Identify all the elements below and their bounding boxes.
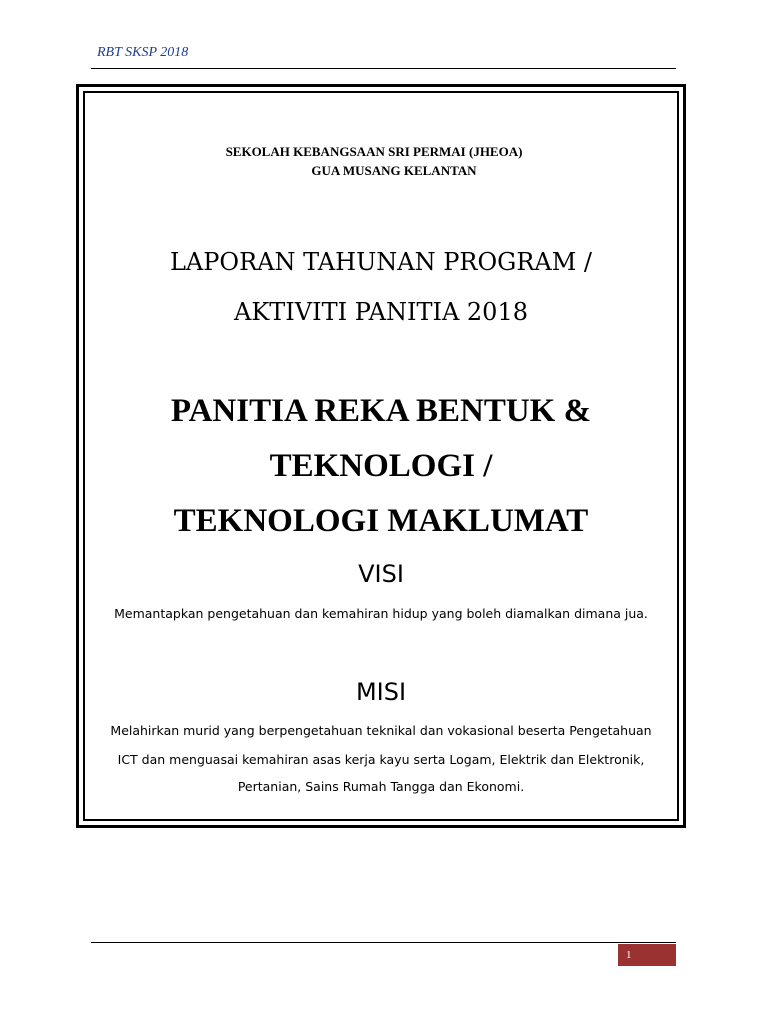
footer-rule [91,942,676,943]
report-title-line-1: LAPORAN TAHUNAN PROGRAM / [169,248,593,276]
panel-title-line-2: TEKNOLOGI / [269,448,493,484]
report-title-line-2: AKTIVITI PANITIA 2018 [234,298,528,326]
school-name: SEKOLAH KEBANGSAAN SRI PERMAI (JHEOA) [225,144,523,159]
page-number-badge [618,944,676,966]
panel-title-line-1: PANITIA REKA BENTUK & [170,393,592,429]
misi-text-line-1: Melahirkan murid yang berpengetahuan teknikal dan vokasional beserta Pengetahuan [110,723,652,738]
visi-heading: VISI [358,560,404,588]
school-location: GUA MUSANG KELANTAN [311,163,477,178]
panel-title-line-3: TEKNOLOGI MAKLUMAT [173,503,589,539]
page-header-title: RBT SKSP 2018 [97,45,189,60]
visi-text: Memantapkan pengetahuan dan kemahiran hidup yang boleh diamalkan dimana jua. [114,606,648,621]
header-rule [91,68,676,69]
page-number: 1 [626,949,632,961]
misi-text-line-3: Pertanian, Sains Rumah Tangga dan Ekonomi. [237,779,525,794]
misi-text-line-2: ICT dan menguasai kemahiran asas kerja kayu serta Logam, Elektrik dan Elektronik, [117,752,645,767]
misi-heading: MISI [355,678,407,706]
